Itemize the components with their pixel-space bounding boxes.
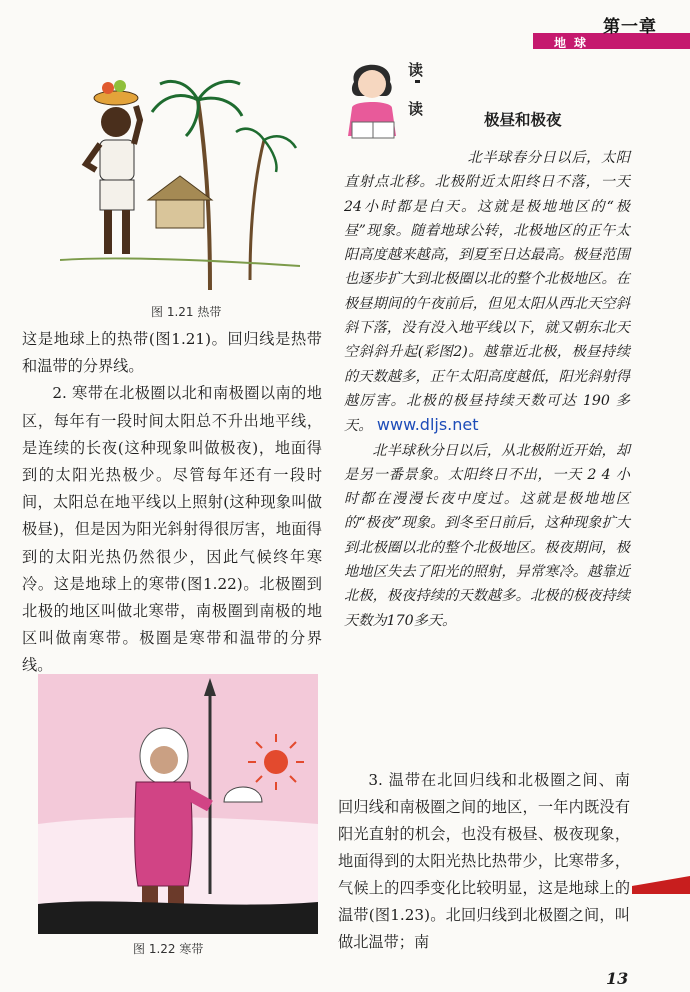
figure-1-22-caption: 图 1.22 寒带 (133, 942, 204, 956)
tropical-illustration (60, 60, 300, 296)
paragraph-frigid-zone: 2. 寒带在北极圈以北和南极圈以南的地区，每年有一段时间太阳总不升出地平线，是连续的长夜(这种现象叫做极夜)，地面得到的太阳光热极少。尽管每年还有一段时间，太阳总在地平线以上照射(这种现象叫做极昼)，但是因为阳光斜射得很厉害，地面得到的太阳光热仍然很少，因此气候终年寒冷。这是地球上的寒带(图1.22)。北极圈到北极的地区叫做北寒带，南极圈到南极的地区叫做南寒带。极圈是寒带和温带的分界线。 (22, 384, 322, 675)
reading-sidebar (340, 52, 630, 756)
chapter-section: 地球 (554, 36, 595, 50)
figure-1-21-caption: 图 1.21 热带 (151, 305, 222, 319)
decorative-red-strip (632, 872, 690, 894)
reading-title: 极昼和极夜 (484, 111, 562, 129)
reading-body (344, 146, 630, 633)
chapter-title: 第一章 (603, 17, 657, 37)
polar-illustration (38, 674, 318, 934)
read-label (408, 60, 426, 120)
right-column-text (338, 767, 630, 956)
watermark-url: www.dljs.net (376, 415, 479, 435)
read-label-dash (415, 80, 420, 83)
page-number: 13 (606, 969, 629, 988)
paragraph-tropics-end: 这是地球上的热带(图1.21)。回归线是热带和温带的分界线。 (22, 330, 322, 376)
reader-girl-icon (340, 52, 404, 148)
reading-paragraph-polar-night: 北半球秋分日以后，从北极附近开始，却是另一番景象。太阳终日不出，一天 2 4 小时都在漫漫长夜中度过。这就是极地地区的“极夜”现象。到冬至日前后，这种现象扩大到北极圈以北的整个北极地区。极夜期间，极地地区失去了阳光的照射，异常寒冷。越靠近北极，极夜持续的天数越多。北极的极夜持续天数为170多天。 (344, 442, 630, 629)
read-label-char-1: 读 (408, 61, 424, 79)
read-label-char-2: 读 (408, 100, 424, 118)
left-column-text (22, 326, 322, 680)
reading-paragraph-polar-day: 北半球春分日以后，太阳直射点北移。北极附近太阳终日不落，一天24小时都是白天。这就是极地地区的“极昼”现象。随着地球公转，北极地区的正午太阳高度越来越高，到夏至日达最高。极昼范围也逐步扩大到北极圈以北的整个北极地区。在极昼期间的午夜前后，但见太阳从西北天空斜斜下落，没有没入地平线以下，就又朝东北天空斜斜升起(彩图2)。越靠近北极，极昼持续的天数越多，正午太阳高度越低，阳光斜射得越厉害。北极的极昼持续天数可达 190 多天。 (344, 150, 630, 435)
paragraph-temperate-zone: 3. 温带在北回归线和北极圈之间、南回归线和南极圈之间的地区，一年内既没有阳光直射的机会，也没有极昼、极夜现象，地面得到的太阳光热比热带少，比寒带多，气候上的四季变化比较明显，这是地球上的温带(图1.23)。北回归线到北极圈之间，叫做北温带；南 (338, 771, 630, 951)
